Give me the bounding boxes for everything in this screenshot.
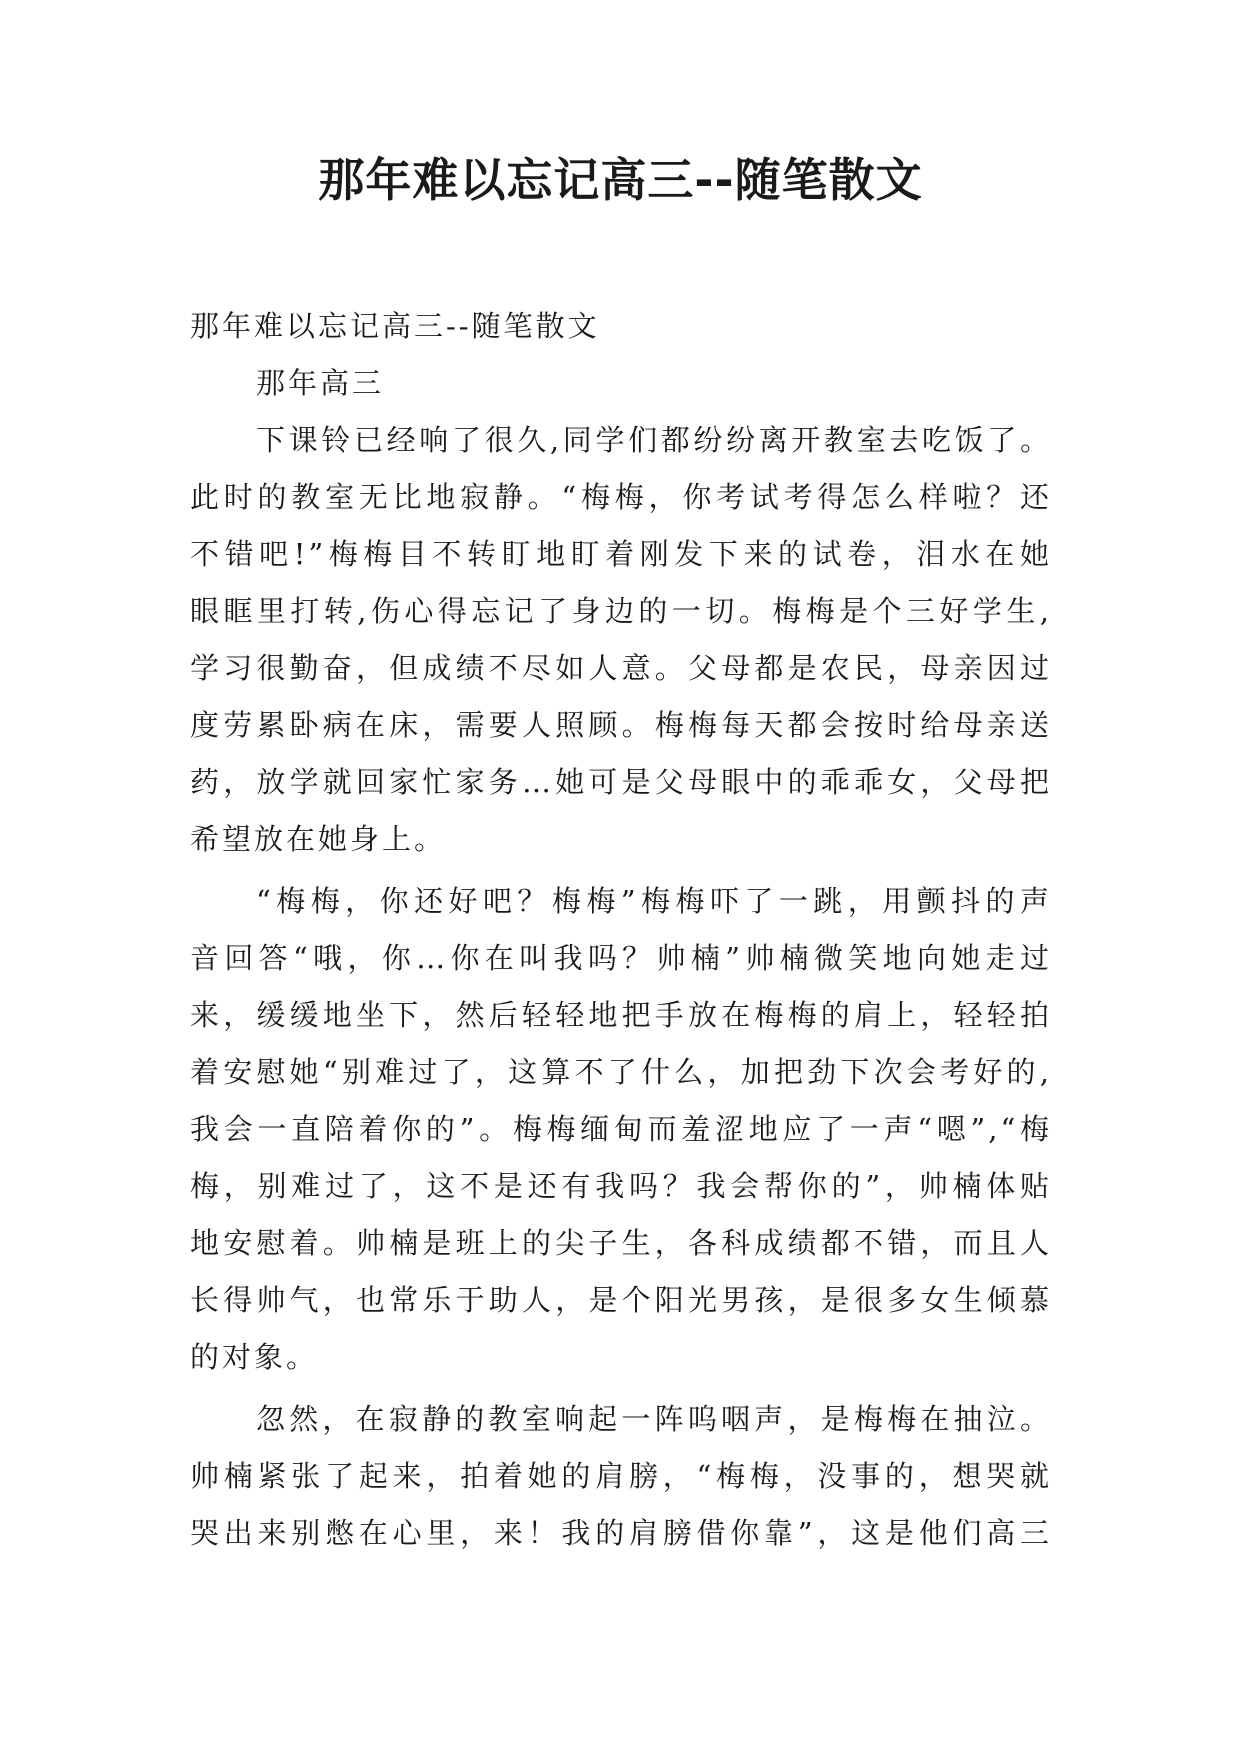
- body-line: 学习很勤奋，但成绩不尽如人意。父母都是农民，母亲因过: [190, 651, 1052, 685]
- body-line: 我会一直陪着你的”。梅梅缅甸而羞涩地应了一声“嗯”,“梅: [190, 1112, 1052, 1146]
- body-line: 来，缓缓地坐下，然后轻轻地把手放在梅梅的肩上，轻轻拍: [190, 998, 1052, 1032]
- body-line: 梅，别难过了，这不是还有我吗？我会帮你的”，帅楠体贴: [190, 1169, 1052, 1203]
- body-line-section-heading: 那年高三: [256, 366, 385, 400]
- body-line: 下课铃已经响了很久,同学们都纷纷离开教室去吃饭了。: [256, 423, 1052, 457]
- body-line: 药，放学就回家忙家务…她可是父母眼中的乖乖女，父母把: [190, 765, 1052, 799]
- body-line: 眼眶里打转,伤心得忘记了身边的一切。梅梅是个三好学生,: [190, 594, 1052, 628]
- body-line: 着安慰她“别难过了，这算不了什么，加把劲下次会考好的,: [190, 1055, 1052, 1089]
- body-line: 地安慰着。帅楠是班上的尖子生，各科成绩都不错，而且人: [190, 1226, 1052, 1260]
- body-line: 长得帅气，也常乐于助人，是个阳光男孩，是很多女生倾慕: [190, 1283, 1052, 1317]
- body-line-subtitle: 那年难以忘记高三--随笔散文: [190, 309, 600, 343]
- document-body: [190, 298, 1052, 1562]
- body-line: 的对象。: [190, 1340, 319, 1374]
- body-line: 希望放在她身上。: [190, 822, 447, 856]
- document-title: 那年难以忘记高三--随笔散文: [318, 153, 923, 207]
- body-line: 哭出来别憋在心里，来！我的肩膀借你靠”，这是他们高三: [190, 1516, 1052, 1550]
- body-line: 度劳累卧病在床，需要人照顾。梅梅每天都会按时给母亲送: [190, 708, 1052, 742]
- body-line: 帅楠紧张了起来，拍着她的肩膀，“梅梅，没事的，想哭就: [190, 1459, 1052, 1493]
- body-line: 不错吧!”梅梅目不转盯地盯着刚发下来的试卷，泪水在她: [190, 537, 1052, 571]
- body-line: 此时的教室无比地寂静。“梅梅，你考试考得怎么样啦？还: [190, 480, 1052, 514]
- body-line: “梅梅，你还好吧？梅梅”梅梅吓了一跳，用颤抖的声: [256, 884, 1052, 918]
- body-line: 忽然，在寂静的教室响起一阵呜咽声，是梅梅在抽泣。: [256, 1402, 1052, 1436]
- body-line: 音回答“哦，你…你在叫我吗？帅楠”帅楠微笑地向她走过: [190, 941, 1052, 975]
